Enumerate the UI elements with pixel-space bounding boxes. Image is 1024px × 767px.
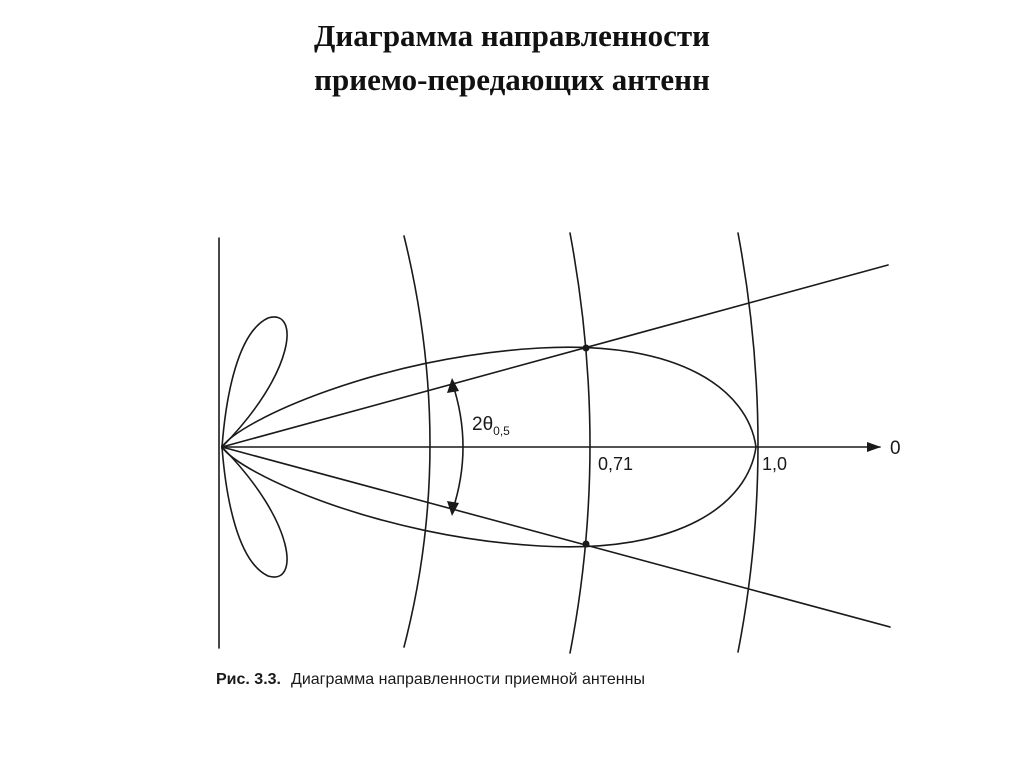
lower-half-power-ray: [222, 447, 890, 627]
range-arc-2: [570, 233, 590, 653]
angle-label-subscript: 0,5: [493, 424, 510, 438]
lower-side-lobe: [222, 447, 287, 577]
slide-title-line-2: приемо-передающих антенн: [314, 62, 710, 97]
range-arc-1: [404, 236, 430, 647]
upper-intersection-point: [583, 345, 590, 352]
figure-caption-number: Рис. 3.3.: [216, 671, 281, 688]
angle-label-main: 2θ: [472, 414, 494, 435]
figure-caption-text: Диаграмма направленности приемной антенны: [290, 671, 645, 688]
half-power-label: 0,71: [598, 454, 634, 474]
figure-caption: [216, 671, 645, 688]
slide-title-line-1: Диаграмма направленности: [314, 18, 710, 53]
axis-end-label: 0: [890, 438, 901, 459]
upper-half-power-ray: [222, 265, 888, 447]
lower-intersection-point: [583, 541, 590, 548]
max-level-label: 1,0: [762, 454, 788, 474]
upper-side-lobe: [222, 317, 287, 447]
angle-label: [472, 414, 510, 438]
